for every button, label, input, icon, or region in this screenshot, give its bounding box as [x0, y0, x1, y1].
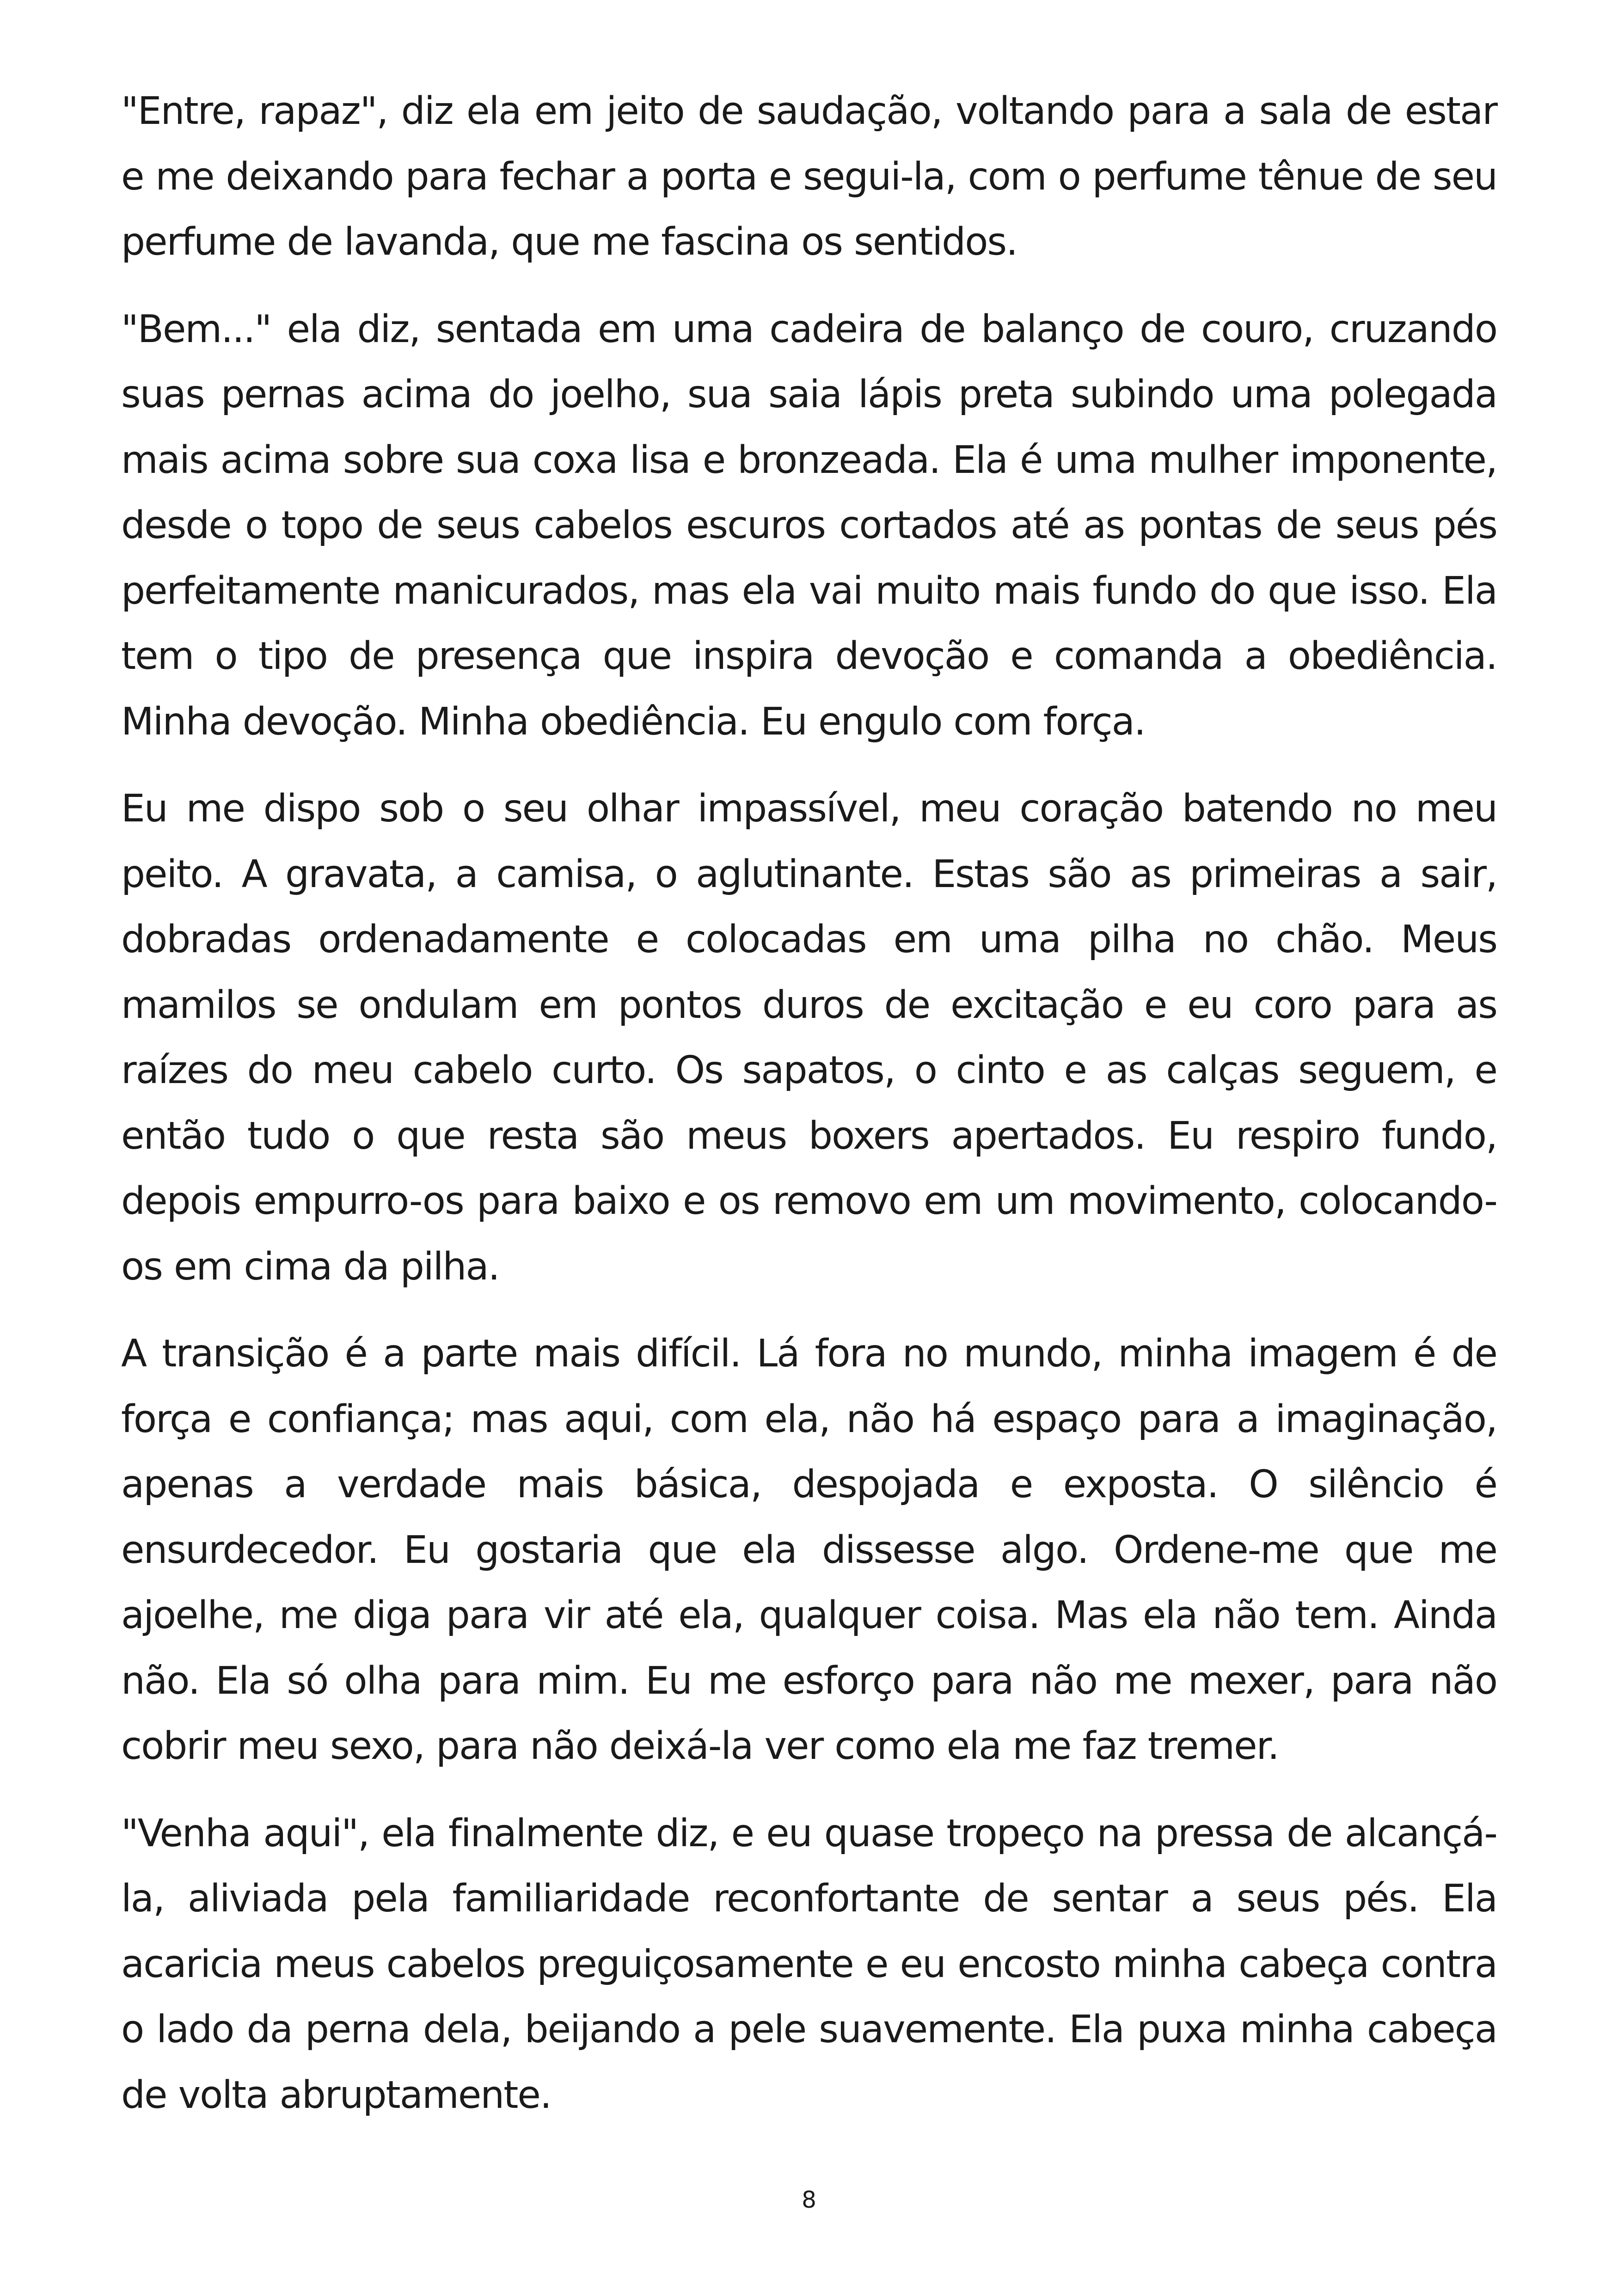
page-number: 8: [802, 2186, 816, 2213]
paragraph-5: "Venha aqui", ela finalmente diz, e eu quase tropeço na pressa de alcançá-la, aliviada pela familiaridade reconfortante de sentar a seus pés. Ela acaricia meus cabelos preguiçosamente e eu encosto minha cabeça contra o lado da perna dela, beijando a pele suavemente. Ela puxa minha cabeça de volta abruptamente.: [121, 1811, 1497, 2117]
paragraph-2: "Bem..." ela diz, sentada em uma cadeira de balanço de couro, cruzando suas pernas acima do joelho, sua saia lápis preta subindo uma polegada mais acima sobre sua coxa lisa e bronzeada. Ela é uma mulher imponente, desde o topo de seus cabelos escuros cortados até as pontas de seus pés perfeitamente manicurados, mas ela vai muito mais fundo do que isso. Ela tem o tipo de presença que inspira devoção e comanda a obediência. Minha devoção. Minha obediência. Eu engulo com força.: [121, 307, 1497, 744]
body-text: [121, 79, 1497, 2149]
paragraph-4: A transição é a parte mais difícil. Lá fora no mundo, minha imagem é de força e confiança; mas aqui, com ela, não há espaço para a imaginação, apenas a verdade mais básica, despojada e exposta. O silêncio é ensurdecedor. Eu gostaria que ela dissesse algo. Ordene-me que me ajoelhe, me diga para vir até ela, qualquer coisa. Mas ela não tem. Ainda não. Ela só olha para mim. Eu me esforço para não me mexer, para não cobrir meu sexo, para não deixá-la ver como ela me faz tremer.: [121, 1332, 1497, 1768]
paragraph-3: Eu me dispo sob o seu olhar impassível, meu coração batendo no meu peito. A gravata, a camisa, o aglutinante. Estas são as primeiras a sair, dobradas ordenadamente e colocadas em uma pilha no chão. Meus mamilos se ondulam em pontos duros de excitação e eu coro para as raízes do meu cabelo curto. Os sapatos, o cinto e as calças seguem, e então tudo o que resta são meus boxers apertados. Eu respiro fundo, depois empurro-os para baixo e os removo em um movimento, colocando-os em cima da pilha.: [121, 787, 1497, 1289]
paragraph-1: "Entre, rapaz", diz ela em jeito de saudação, voltando para a sala de estar e me deixando para fechar a porta e segui-la, com o perfume tênue de seu perfume de lavanda, que me fascina os sentidos.: [121, 89, 1497, 264]
